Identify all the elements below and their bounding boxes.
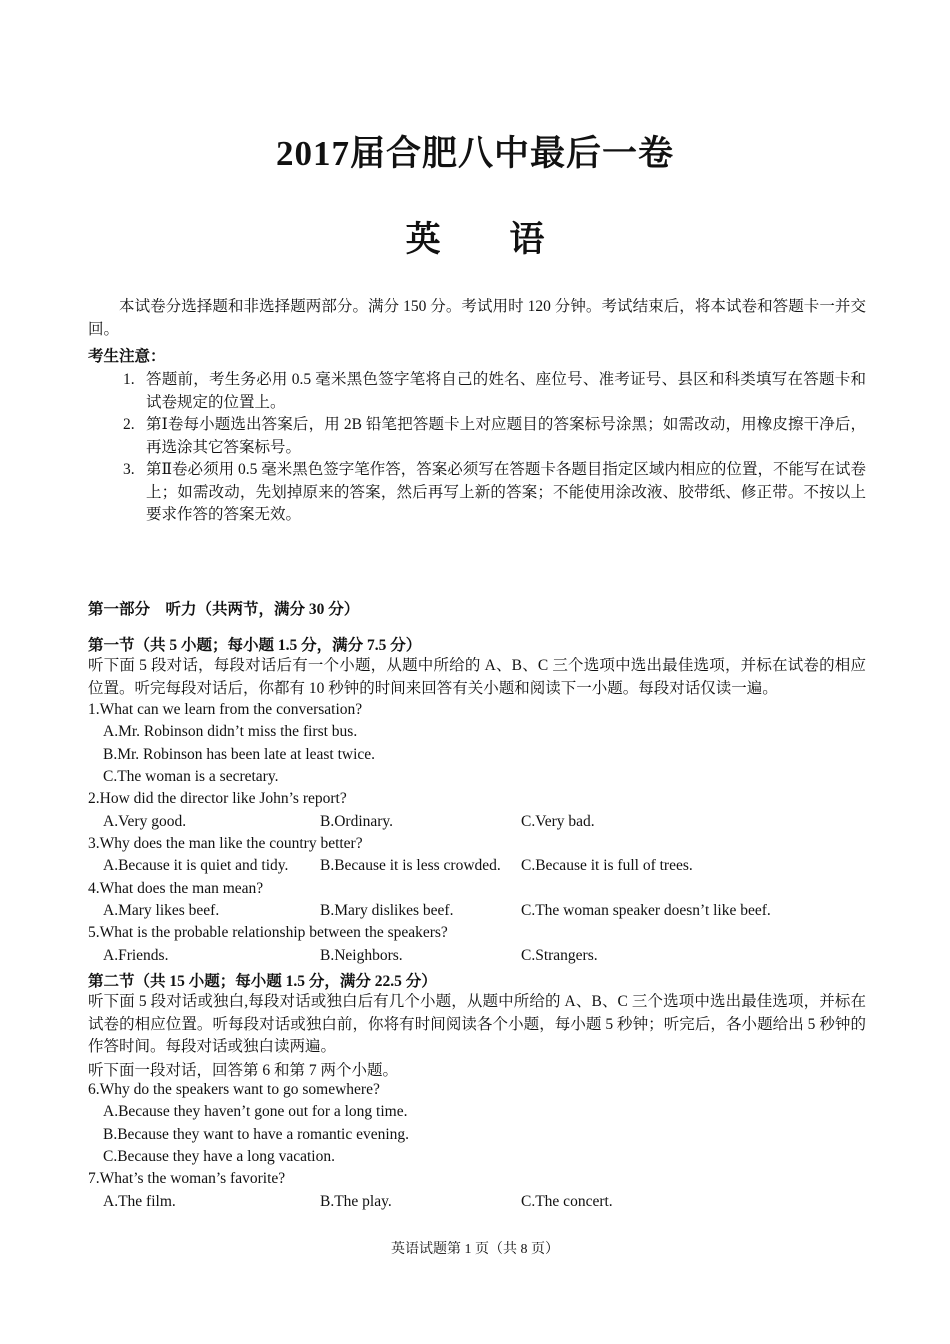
question-option: B.Neighbors.	[320, 947, 403, 964]
question-option: C.The concert.	[521, 1193, 613, 1210]
question-option: C.The woman speaker doesn’t like beef.	[521, 902, 771, 919]
question-option: A.Because it is quiet and tidy.	[103, 857, 289, 874]
subject-title: 英 语	[405, 220, 575, 259]
question-option: B.The play.	[320, 1193, 392, 1210]
question-stem: 4.What does the man mean?	[88, 880, 264, 897]
part-heading: 第一部分 听力（共两节，满分 30 分）	[88, 601, 360, 618]
question-option: C.Strangers.	[521, 947, 598, 964]
intro-paragraph	[88, 296, 866, 341]
question-option: A.Very good.	[103, 813, 187, 830]
intro-text: 本试卷分选择题和非选择题两部分。满分 150 分。考试用时 120 分钟。考试结束后，将本试卷和答题卡一并交回。	[88, 298, 866, 338]
question-option: B.Because they want to have a romantic evening.	[103, 1126, 410, 1143]
notice-item	[88, 459, 866, 527]
notice-item-number: 3.	[123, 461, 135, 478]
notice-item-number: 1.	[123, 371, 135, 388]
question-option: B.Because it is less crowded.	[320, 857, 501, 874]
question-stem: 5.What is the probable relationship between the speakers?	[88, 924, 448, 941]
notice-item-text: 答题前，考生务必用 0.5 毫米黑色签字笔将自己的姓名、座位号、准考证号、县区和科类填写在答题卡和试卷规定的位置上。	[146, 371, 866, 411]
notice-title: 考生注意：	[88, 348, 166, 365]
question-option: C.Because it is full of trees.	[521, 857, 693, 874]
section-heading: 第一节（共 5 小题；每小题 1.5 分，满分 7.5 分）	[88, 637, 422, 654]
question-option: C.Very bad.	[521, 813, 595, 830]
question-option: B.Mr. Robinson has been late at least twice.	[103, 746, 376, 763]
notice-item-text: 第Ⅰ卷每小题选出答案后，用 2B 铅笔把答题卡上对应题目的答案标号涂黑；如需改动，用橡皮擦干净后，再选涂其它答案标号。	[146, 416, 866, 456]
section-heading: 第二节（共 15 小题；每小题 1.5 分，满分 22.5 分）	[88, 973, 437, 990]
notice-item	[88, 414, 866, 459]
question-option: A.Because they haven’t gone out for a long time.	[103, 1103, 408, 1120]
question-stem: 2.How did the director like John’s report?	[88, 790, 347, 807]
page-footer: 英语试题第 1 页（共 8 页）	[391, 1242, 559, 1257]
question-stem: 6.Why do the speakers want to go somewhere?	[88, 1081, 380, 1098]
exam-title: 2017届合肥八中最后一卷	[275, 134, 674, 173]
group-intro: 听下面一段对话，回答第 6 和第 7 两个小题。	[88, 1062, 399, 1079]
question-option: C.The woman is a secretary.	[103, 768, 279, 785]
question-option: B.Mary dislikes beef.	[320, 902, 454, 919]
notice-list	[88, 369, 866, 527]
question-stem: 3.Why does the man like the country better?	[88, 835, 363, 852]
notice-item	[88, 369, 866, 414]
question-stem: 1.What can we learn from the conversation?	[88, 701, 363, 718]
question-option: C.Because they have a long vacation.	[103, 1148, 335, 1165]
notice-item-text: 第Ⅱ卷必须用 0.5 毫米黑色签字笔作答，答案必须写在答题卡各题目指定区域内相应的位置，不能写在试卷上；如需改动，先划掉原来的答案，然后再写上新的答案；不能使用涂改液、胶带纸、修正带。不按以上要求作答的答案无效。	[146, 461, 866, 523]
question-option: A.Friends.	[103, 947, 169, 964]
question-stem: 7.What’s the woman’s favorite?	[88, 1170, 286, 1187]
question-option: A.The film.	[103, 1193, 176, 1210]
question-option: A.Mr. Robinson didn’t miss the first bus.	[103, 723, 358, 740]
question-option: A.Mary likes beef.	[103, 902, 220, 919]
section-instructions: 听下面 5 段对话，每段对话后有一个小题，从题中所给的 A、B、C 三个选项中选出最佳选项，并标在试卷的相应位置。听完每段对话后，你都有 10 秒钟的时间来回答有关小题和阅读下一小题。每段对话仅读一遍。	[88, 657, 866, 697]
section-instructions: 听下面 5 段对话或独白,每段对话或独白后有几个小题，从题中所给的 A、B、C 三个选项中选出最佳选项，并标在试卷的相应位置。听每段对话或独白前，你将有时间阅读各个小题，每小题 5 秒钟；听完后，各小题给出 5 秒钟的作答时间。每段对话或独白读两遍。	[88, 993, 866, 1055]
question-option: B.Ordinary.	[320, 813, 394, 830]
notice-item-number: 2.	[123, 416, 135, 433]
